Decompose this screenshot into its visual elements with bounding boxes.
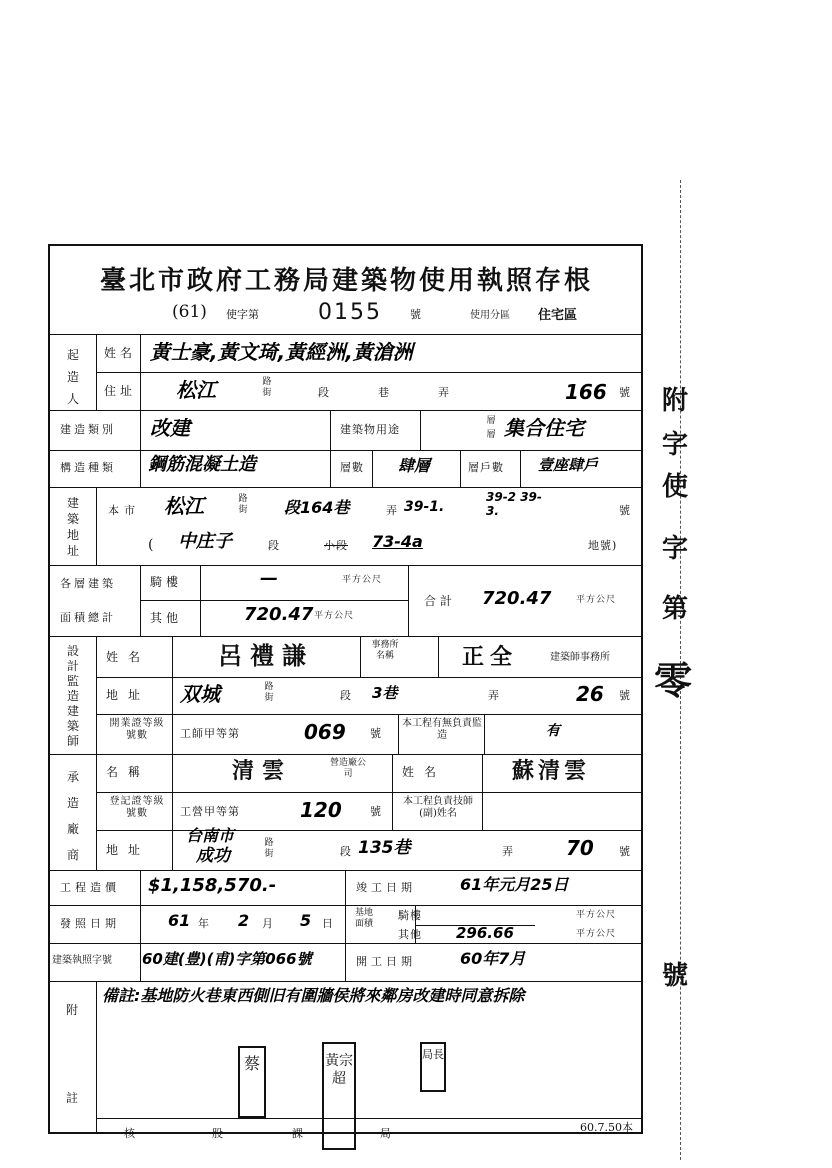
- demo-other-label: 其他: [398, 928, 422, 941]
- area-other-label: 其他: [150, 611, 183, 625]
- designer-lane-value: 3巷: [372, 684, 398, 702]
- contractor-person-label: 姓名: [402, 765, 447, 779]
- footer-note: 60.7.50本: [580, 1121, 633, 1134]
- contractor-number-word: 號: [619, 845, 631, 858]
- cost-value: $1,158,570.-: [148, 875, 277, 896]
- builder-lane-word: 巷: [378, 386, 390, 399]
- designer-section-label: 設計監造建築師: [66, 644, 79, 748]
- edge-glyph: 號: [662, 961, 689, 991]
- site-city-word: 本市: [108, 504, 140, 517]
- designer-license-suffix: 號: [370, 727, 382, 740]
- designer-address-label: 地址: [106, 688, 151, 702]
- contractor-person-value: 蘇清雲: [512, 758, 591, 784]
- designer-number-word: 號: [619, 689, 631, 702]
- structure-label: 構造種類: [60, 461, 116, 474]
- units-value: 壹座肆戶: [538, 456, 599, 474]
- area-other-value: 720.47: [244, 604, 314, 625]
- structure-value: 鋼筋混凝土造: [148, 454, 256, 475]
- rule: [140, 600, 408, 601]
- approval-stamp-3: 局長: [420, 1042, 446, 1092]
- rule: [140, 565, 141, 636]
- builder-address-road: 松江: [176, 378, 216, 402]
- site-numbers-a: 39-1.: [404, 499, 445, 515]
- designer-office-suffix: 建築師事務所: [550, 652, 610, 663]
- start-label: 開工日期: [356, 955, 416, 968]
- site-land-open: (: [148, 537, 155, 553]
- demo-other-value: 296.66: [456, 924, 514, 942]
- site-road-label: 路街: [238, 494, 248, 515]
- area-total-value: 720.47: [482, 588, 552, 609]
- issue-day-word: 日: [322, 917, 334, 930]
- document-title: 臺北市政府工務局建築物使用執照存根: [100, 266, 594, 296]
- rule: [96, 636, 97, 754]
- contractor-alley-word: 弄: [502, 845, 514, 858]
- construction-type-value: 改建: [150, 416, 190, 440]
- area-label-top: 各層建築: [60, 577, 116, 590]
- sign-label-3: 課: [292, 1127, 304, 1140]
- remarks-label-bottom: 註: [66, 1091, 83, 1105]
- rule: [392, 754, 393, 830]
- zone-label: 使用分區: [470, 310, 510, 321]
- rule: [408, 565, 409, 636]
- completion-value: 61年元月25日: [460, 875, 569, 894]
- rule: [360, 636, 361, 677]
- floors-label: 層數: [340, 461, 364, 474]
- builder-section-word: 段: [318, 386, 330, 399]
- designer-office-label: 事務所名稱: [371, 640, 399, 661]
- edge-glyph: 字: [662, 430, 689, 460]
- site-section-label: 建築地址: [66, 496, 79, 558]
- rule: [140, 334, 141, 410]
- license-word: 使字第: [226, 308, 259, 321]
- rule: [48, 334, 643, 335]
- issue-year-word: 年: [198, 917, 210, 930]
- rule: [96, 754, 97, 870]
- contractor-address-number: 70: [566, 836, 594, 860]
- construction-use-value: 集合住宅: [504, 416, 584, 440]
- rule: [48, 981, 643, 982]
- contractor-address-city: 台南市: [186, 826, 235, 845]
- builder-road-label: 路街: [262, 377, 272, 398]
- designer-alley-word: 弄: [488, 689, 500, 702]
- area-arcade-unit: 平方公尺: [342, 575, 383, 585]
- builder-section-label: 起造人: [66, 348, 79, 406]
- rule: [460, 450, 461, 487]
- issue-year: 61: [168, 911, 191, 930]
- cost-label: 工程造價: [60, 881, 120, 894]
- sign-label-2: 股: [212, 1127, 224, 1140]
- contractor-address-road: 成功: [196, 846, 230, 866]
- designer-supervise-value: 有: [546, 723, 560, 739]
- issue-label: 發照日期: [60, 917, 120, 930]
- contractor-tech-label: 本工程負責技師(副)姓名: [403, 796, 473, 819]
- rule: [438, 636, 439, 677]
- contractor-name-value: 清雲: [232, 758, 293, 784]
- rule: [48, 410, 643, 411]
- issue-day: 5: [300, 911, 312, 930]
- edge-glyph: 使: [662, 472, 689, 502]
- rule: [372, 450, 373, 487]
- issue-month: 2: [238, 911, 250, 930]
- construction-type-label: 建造類別: [60, 423, 116, 436]
- site-number-word: 號: [619, 504, 631, 517]
- rule: [140, 870, 141, 981]
- issue-month-word: 月: [262, 917, 274, 930]
- contractor-reg-label: 登記證等級號數: [109, 796, 165, 819]
- site-numbers-b: 39-2 39-3.: [486, 490, 542, 518]
- license-suffix: 號: [410, 308, 421, 321]
- license-year: (61): [172, 302, 207, 322]
- site-land-section: 中庄子: [178, 531, 232, 552]
- approval-stamp-2: 黃宗超: [322, 1042, 356, 1150]
- designer-name-label: 姓名: [106, 650, 151, 664]
- area-label-bottom: 面積總計: [60, 611, 116, 624]
- edge-glyph: 零: [654, 658, 693, 703]
- rule: [48, 754, 643, 755]
- rule: [48, 450, 643, 451]
- area-total-label: 合計: [424, 594, 457, 608]
- designer-section-word: 段: [340, 689, 352, 702]
- designer-license-value: 工師甲等第: [180, 727, 240, 740]
- rule: [96, 981, 97, 1134]
- rule: [420, 410, 421, 450]
- rule: [345, 870, 346, 981]
- rule: [96, 487, 97, 565]
- designer-supervise-label: 本工程有無負責監造: [402, 718, 482, 741]
- site-road: 松江: [164, 494, 204, 518]
- builder-name-label: 姓名: [104, 346, 137, 360]
- builder-number-word: 號: [619, 386, 631, 399]
- rule: [96, 372, 643, 373]
- rule: [96, 792, 643, 793]
- area-arcade-label: 騎樓: [150, 575, 183, 589]
- rule: [96, 1118, 643, 1119]
- contractor-section-word: 段: [340, 845, 352, 858]
- contractor-lane-value: 135巷: [358, 838, 411, 858]
- units-label: 層戶數: [468, 461, 504, 474]
- rule: [96, 334, 97, 410]
- edge-glyph: 字: [662, 534, 689, 564]
- contractor-name-label: 名稱: [106, 765, 151, 779]
- rule: [48, 636, 643, 637]
- rule: [96, 830, 643, 831]
- rule: [330, 410, 331, 450]
- license-number: 0155: [318, 300, 382, 325]
- rule: [200, 565, 201, 636]
- contractor-address-label: 地址: [106, 843, 151, 857]
- demo-other-unit: 平方公尺: [576, 929, 617, 939]
- rule: [140, 410, 141, 487]
- edge-glyph: 附: [662, 386, 689, 416]
- rule: [398, 714, 399, 754]
- demo-arcade-label: 騎樓: [398, 909, 422, 922]
- contractor-reg-number: 120: [300, 798, 342, 822]
- area-other-unit: 平方公尺: [314, 611, 355, 621]
- rule: [96, 677, 643, 678]
- floors-value: 肆層: [398, 456, 431, 475]
- demo-label: 基地面積: [354, 908, 373, 929]
- permit-label: 建築執照字號: [52, 955, 112, 966]
- contractor-reg-suffix: 號: [370, 805, 382, 818]
- site-lane-value: 段164巷: [284, 498, 350, 517]
- designer-address-number: 26: [576, 682, 604, 706]
- contractor-section-label: 承造廠商: [66, 770, 79, 862]
- designer-license-label: 開業證等級號數: [109, 718, 165, 741]
- designer-road-label: 路街: [264, 682, 274, 703]
- designer-address-road: 双城: [180, 682, 220, 706]
- rule: [520, 450, 521, 487]
- contractor-reg-value: 工營甲等第: [180, 805, 240, 818]
- remarks-label-top: 附: [66, 1003, 83, 1017]
- rule: [330, 450, 331, 487]
- site-land-close: 地號): [588, 539, 618, 552]
- contractor-name-suffix: 營造廠公司: [329, 758, 366, 779]
- demo-unit: 平方公尺: [576, 910, 617, 920]
- designer-office-value: 正全: [462, 644, 519, 670]
- construction-use-label: 建築物用途: [340, 423, 400, 436]
- site-land-section-word: 段: [268, 539, 280, 552]
- rule: [484, 714, 485, 754]
- builder-address-number: 166: [565, 380, 607, 404]
- site-land-sub: 小段: [324, 539, 348, 552]
- builder-name-value: 黃士豪,黃文琦,黃經洲,黃滄洲: [150, 340, 413, 364]
- completion-label: 竣工日期: [356, 881, 416, 894]
- edge-glyph: 第: [662, 594, 689, 624]
- zone-value: 住宅區: [538, 308, 578, 323]
- remarks-text: 備註:基地防火巷東西側旧有圍牆侯將來鄰房改建時同意拆除: [102, 986, 525, 1005]
- start-value: 60年7月: [460, 949, 526, 968]
- designer-license-number: 069: [304, 720, 346, 744]
- sign-label-1: 核: [124, 1127, 136, 1140]
- designer-name-value: 呂禮謙: [218, 641, 314, 670]
- rule: [172, 636, 173, 754]
- builder-alley-word: 弄: [438, 386, 450, 399]
- rule: [482, 754, 483, 830]
- contractor-road-label: 路街: [264, 838, 274, 859]
- permit-value: 60建(豊)(甫)字第066號: [142, 950, 312, 968]
- area-arcade-value: —: [260, 568, 288, 589]
- construction-use-floor-word: 層層: [486, 416, 496, 440]
- builder-address-label: 住址: [104, 384, 137, 398]
- approval-stamp-1: 蔡: [238, 1046, 266, 1118]
- rule: [96, 714, 643, 715]
- rule: [48, 565, 643, 566]
- sign-label-4: 局: [380, 1127, 392, 1140]
- site-land-number: 73-4a: [372, 532, 423, 551]
- area-total-unit: 平方公尺: [576, 595, 617, 605]
- rule: [172, 754, 173, 870]
- rule: [48, 487, 643, 488]
- site-alley-word: 弄: [386, 504, 398, 517]
